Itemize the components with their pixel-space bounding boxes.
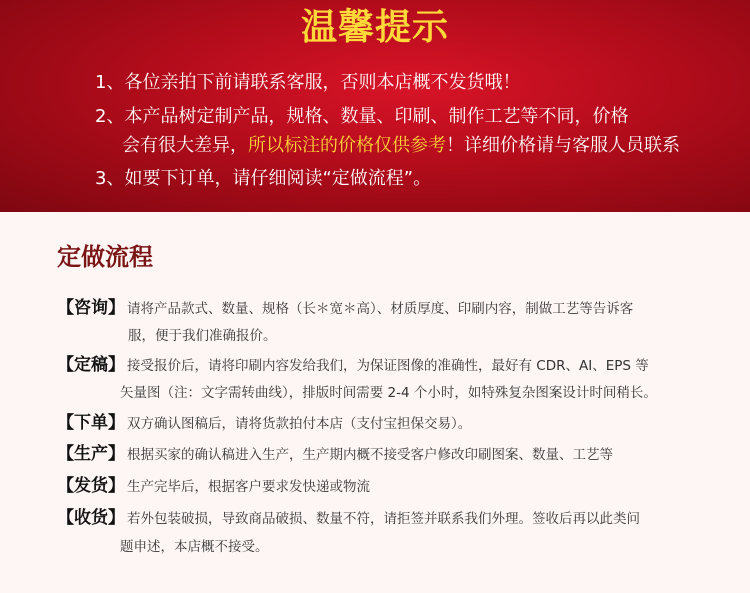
notice-2-before: 会有很大差异，	[122, 135, 248, 156]
price-reference-highlight: 所以标注的价格仅供参考	[248, 135, 446, 156]
step-finalize-continued: 矢量图（注：文字需转曲线），排版时间需要 2-4 个小时，如特殊复杂图案设计时间稍长。	[120, 385, 657, 401]
step-tag: 【咨询】	[57, 298, 125, 318]
step-consult	[57, 296, 633, 321]
process-title: 定做流程	[57, 243, 153, 271]
step-tag: 【收货】	[57, 508, 125, 528]
step-produce	[57, 442, 613, 467]
step-consult-continued: 服，便于我们准确报价。	[128, 328, 277, 344]
step-tag: 【下单】	[57, 413, 125, 433]
step-order	[57, 411, 471, 436]
notice-2-continued	[122, 133, 680, 159]
step-text: 双方确认图稿后，请将货款拍付本店（支付宝担保交易）。	[127, 416, 472, 432]
process-section	[0, 212, 750, 593]
step-ship	[57, 474, 370, 499]
banner-title: 温馨提示	[300, 6, 449, 48]
notice-2: 2、本产品树定制产品，规格、数量、印刷、制作工艺等不同，价格	[95, 106, 629, 127]
notice-2-after: ！详细价格请与客服人员联系	[446, 135, 680, 156]
step-text: 请将产品款式、数量、规格（长＊宽＊高）、材质厚度、印刷内容，制做工艺等告诉客	[127, 301, 634, 317]
step-tag: 【发货】	[57, 476, 125, 496]
step-text: 若外包装破损，导致商品破损、数量不符，请拒签并联系我们外理。签收后再以此类问	[127, 511, 640, 527]
notice-banner	[0, 0, 750, 212]
step-receive	[57, 506, 640, 531]
notice-3: 3、如要下订单，请仔细阅读“定做流程”。	[95, 168, 432, 189]
step-text: 接受报价后，请将印刷内容发给我们，为保证图像的准确性，最好有 CDR、AI、EPS 等	[127, 358, 649, 374]
step-tag: 【生产】	[57, 444, 125, 464]
step-text: 生产完毕后，根据客户要求发快递或物流	[127, 479, 370, 495]
notice-1: 1、各位亲拍下前请联系客服，否则本店概不发货哦！	[95, 72, 521, 93]
step-tag: 【定稿】	[57, 355, 125, 375]
step-text: 根据买家的确认稿进入生产，生产期内概不接受客户修改印刷图案、数量、工艺等	[127, 447, 613, 463]
step-finalize	[57, 353, 649, 378]
step-receive-continued: 题申述，本店概不接受。	[120, 539, 269, 555]
